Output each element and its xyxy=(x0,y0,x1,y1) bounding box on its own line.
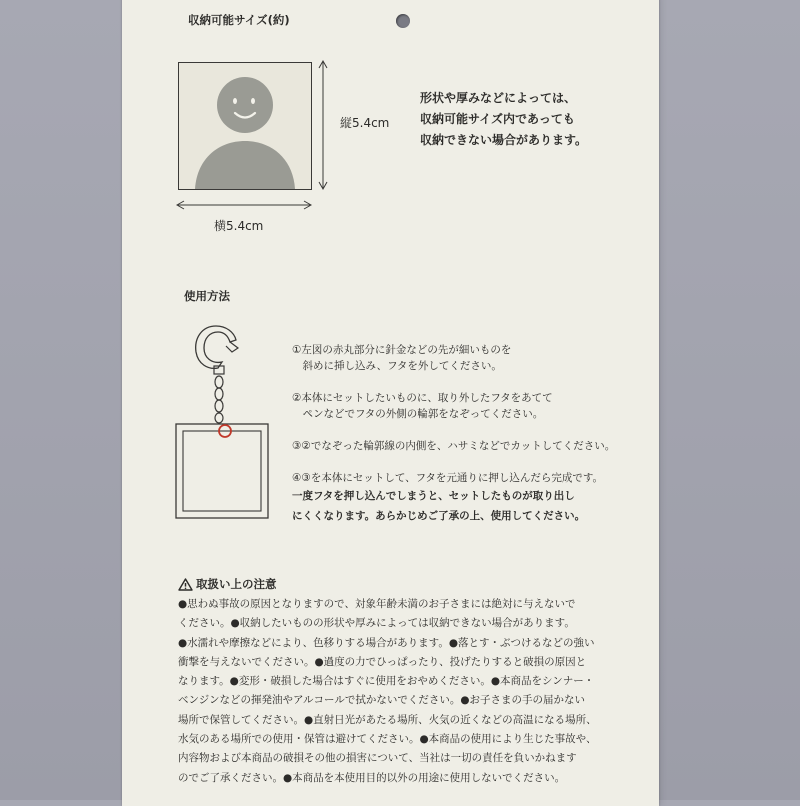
size-note-line: 収納できない場合があります。 xyxy=(420,133,588,147)
usage-warning-line: 一度フタを押し込んでしまうと、セットしたものが取り出し xyxy=(292,490,575,502)
caution-line: のでご了承ください。●本商品を本使用目的以外の用途に使用しないでください。 xyxy=(178,771,566,784)
width-label: 横5.4cm xyxy=(214,219,264,233)
person-silhouette-icon xyxy=(179,63,311,189)
usage-step: ②本体にセットしたいものに、取り外したフタをあてて xyxy=(292,392,553,404)
caution-line: ください。●収納したいものの形状や厚みによっては収納できない場合があります。 xyxy=(178,617,575,630)
width-arrow-icon xyxy=(176,198,312,212)
usage-step: ④③を本体にセットして、フタを元通りに押し込んだら完成です。 xyxy=(292,472,604,484)
height-arrow-icon xyxy=(316,60,330,190)
usage-section-title: 使用方法 xyxy=(184,289,230,303)
caution-line: 水気のある場所での使用・保管は避けてください。●本商品の使用により生じた事故や、 xyxy=(178,733,597,746)
size-diagram-box xyxy=(178,62,312,190)
usage-step: ③②でなぞった輪郭線の内側を、ハサミなどでカットしてください。 xyxy=(292,440,616,452)
size-note-line: 形状や厚みなどによっては、 xyxy=(420,91,577,105)
caution-text xyxy=(178,595,597,788)
usage-steps xyxy=(292,342,615,526)
hang-hole xyxy=(396,14,410,28)
caution-section-title-row xyxy=(178,576,277,592)
size-section-title: 収納可能サイズ(約) xyxy=(188,13,290,27)
caution-line: ●水濡れや摩擦などにより、色移りする場合があります。●落とす・ぶつけるなどの強い xyxy=(178,636,595,649)
usage-step: ペンなどでフタの外側の輪郭をなぞってください。 xyxy=(292,408,544,420)
height-label: 縦5.4cm xyxy=(340,116,390,130)
caution-line: ●思わぬ事故の原因となりますので、対象年齢未満のお子さまには絶対に与えないで xyxy=(178,598,576,610)
caution-line: ベンジンなどの揮発油やアルコールで拭かないでください。●お子さまの手の届かない xyxy=(178,694,586,707)
size-note xyxy=(420,88,587,151)
caution-section-title: 取扱い上の注意 xyxy=(196,577,277,591)
caution-line: なります。●変形・破損した場合はすぐに使用をおやめください。●本商品をシンナー・ xyxy=(178,675,595,688)
usage-warning-line: にくくなります。あらかじめご了承の上、使用してください。 xyxy=(292,510,586,522)
usage-step: ①左図の赤丸部分に針金などの先が細いものを xyxy=(292,344,512,356)
keychain-illustration-icon xyxy=(172,318,272,522)
instruction-card xyxy=(122,0,659,806)
size-note-line: 収納可能サイズ内であっても xyxy=(420,112,575,126)
caution-line: 場所で保管してください。●直射日光があたる場所、火気の近くなどの高温になる場所、 xyxy=(178,713,597,726)
caution-line: 内容物および本商品の破損その他の損害について、当社は一切の責任を負いかねます xyxy=(178,752,577,765)
usage-step: 斜めに挿し込み、フタを外してください。 xyxy=(292,360,502,372)
caution-line: 衝撃を与えないでください。●過度の力でひっぱったり、投げたりすると破損の原因と xyxy=(178,655,587,668)
warning-icon xyxy=(178,578,193,591)
